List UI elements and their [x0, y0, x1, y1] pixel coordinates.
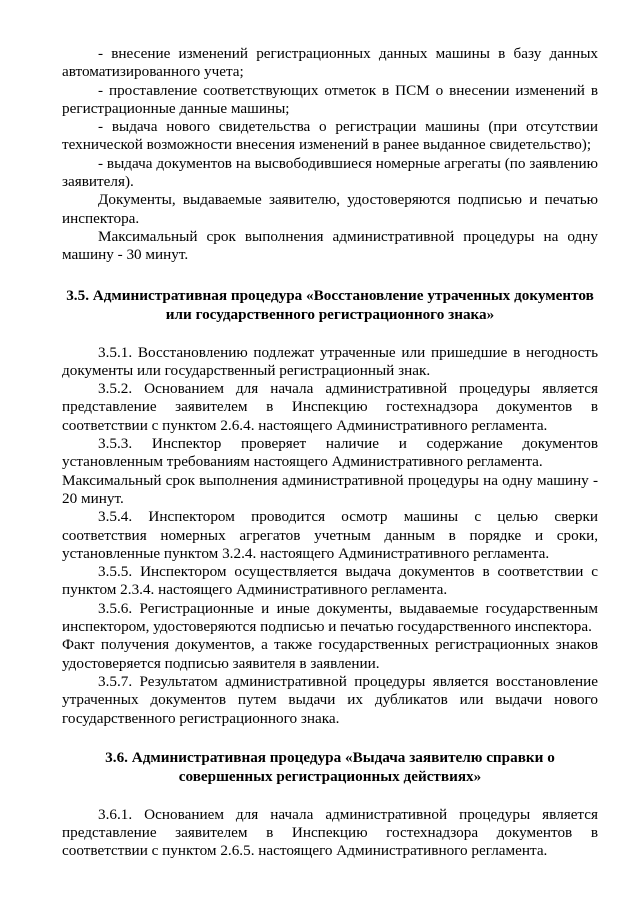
paragraph-3-5-3-term: Максимальный срок выполнения административной процедуры на одну машину - 20 минут.	[62, 471, 598, 507]
heading-line: или государственного регистрационного знака»	[165, 305, 495, 323]
heading-line: 3.5. Административная процедура «Восстановление утраченных документов	[66, 286, 594, 304]
list-item: - выдача документов на высвободившиеся номерные агрегаты (по заявлению заявителя).	[62, 154, 598, 191]
paragraph-3-6-1: 3.6.1. Основанием для начала административной процедуры является представление заявителем в Инспекцию гостехнадзора документов в соответствии с пунктом 2.6.5. настоящего Административного регламента.	[62, 805, 598, 860]
list-item: - внесение изменений регистрационных данных машины в базу данных автоматизированного учета;	[62, 45, 598, 81]
list-item: - выдача нового свидетельства о регистрации машины (при отсутствии технической возможности внесения изменений в ранее выданное свидетельство);	[62, 118, 598, 154]
paragraph-3-5-3: 3.5.3. Инспектор проверяет наличие и содержание документов установленным требованиям настоящего Административного регламента.	[62, 435, 598, 471]
section-heading-3-5	[62, 286, 598, 324]
paragraph-3-5-4: 3.5.4. Инспектором проводится осмотр машины с целью сверки соответствия номерных агрегатов учетным данным в порядке и сроки, установленные пунктом 3.2.4. настоящего Административного регламента.	[62, 508, 598, 562]
document-page	[62, 45, 598, 861]
paragraph-3-5-5: 3.5.5. Инспектором осуществляется выдача документов в соответствии с пунктом 2.3.4. настоящего Административного регламента.	[62, 563, 598, 599]
paragraph-3-5-2: 3.5.2. Основанием для начала административной процедуры является представление заявителем в Инспекцию гостехнадзора документов в соответствии с пунктом 2.6.4. настоящего Административного регламента.	[62, 380, 598, 434]
paragraph: Максимальный срок выполнения административной процедуры на одну машину - 30 минут.	[62, 227, 598, 264]
paragraph-3-5-6: 3.5.6. Регистрационные и иные документы, выдаваемые государственным инспектором, удостоверяются подписью и печатью государственного инспектора.	[62, 599, 598, 636]
paragraph-3-5-1: 3.5.1. Восстановлению подлежат утраченные или пришедшие в негодность документы или государственный регистрационный знак.	[62, 343, 598, 379]
heading-line: 3.6. Административная процедура «Выдача заявителю справки о	[105, 748, 555, 766]
paragraph-3-5-7: 3.5.7. Результатом административной процедуры является восстановление утраченных документов путем выдачи их дубликатов или выдачи нового государственного регистрационного знака.	[62, 672, 598, 727]
heading-line: совершенных регистрационных действиях»	[178, 767, 482, 785]
list-item: - проставление соответствующих отметок в ПСМ о внесении изменений в регистрационные данные машины;	[62, 81, 598, 117]
paragraph-3-5-6-receipt: Факт получения документов, а также государственных регистрационных знаков удостоверяется подписью заявителя в заявлении.	[62, 636, 598, 672]
paragraph: Документы, выдаваемые заявителю, удостоверяются подписью и печатью инспектора.	[62, 191, 598, 227]
section-heading-3-6	[62, 748, 598, 786]
